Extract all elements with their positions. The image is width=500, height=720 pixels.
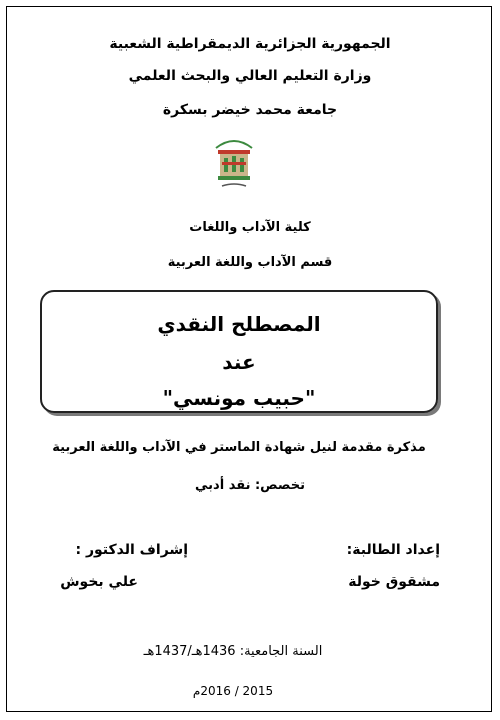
- republic-header: الجمهورية الجزائرية الديمقراطية الشعبية: [109, 36, 391, 52]
- thesis-title-line3: "حبيب مونسي": [162, 386, 316, 410]
- faculty-name: كلية الآداب واللغات: [189, 220, 311, 235]
- gregorian-year: 2015 / 2016م: [192, 684, 274, 698]
- thesis-description: مذكرة مقدمة لنيل شهادة الماستر في الآداب واللغة العربية: [52, 440, 426, 455]
- ministry-header: وزارة التعليم العالي والبحث العلمي: [128, 68, 372, 84]
- thesis-title-line2: عند: [222, 350, 256, 374]
- university-emblem-icon: [208, 134, 260, 190]
- student-label: إعداد الطالبة:: [346, 542, 440, 558]
- thesis-title-line1: المصطلح النقدي: [157, 312, 321, 336]
- student-name: مشقوق خولة: [348, 574, 440, 590]
- supervisor-name: علي بخوش: [60, 574, 138, 590]
- university-header: جامعة محمد خيضر بسكرة: [162, 102, 338, 118]
- supervisor-label: إشراف الدكتور :: [75, 542, 188, 558]
- academic-year: السنة الجامعية: 1436هـ/1437هـ: [143, 644, 323, 659]
- thesis-specialty: تخصص: نقد أدبي: [195, 478, 305, 493]
- department-name: قسم الآداب واللغة العربية: [167, 255, 333, 270]
